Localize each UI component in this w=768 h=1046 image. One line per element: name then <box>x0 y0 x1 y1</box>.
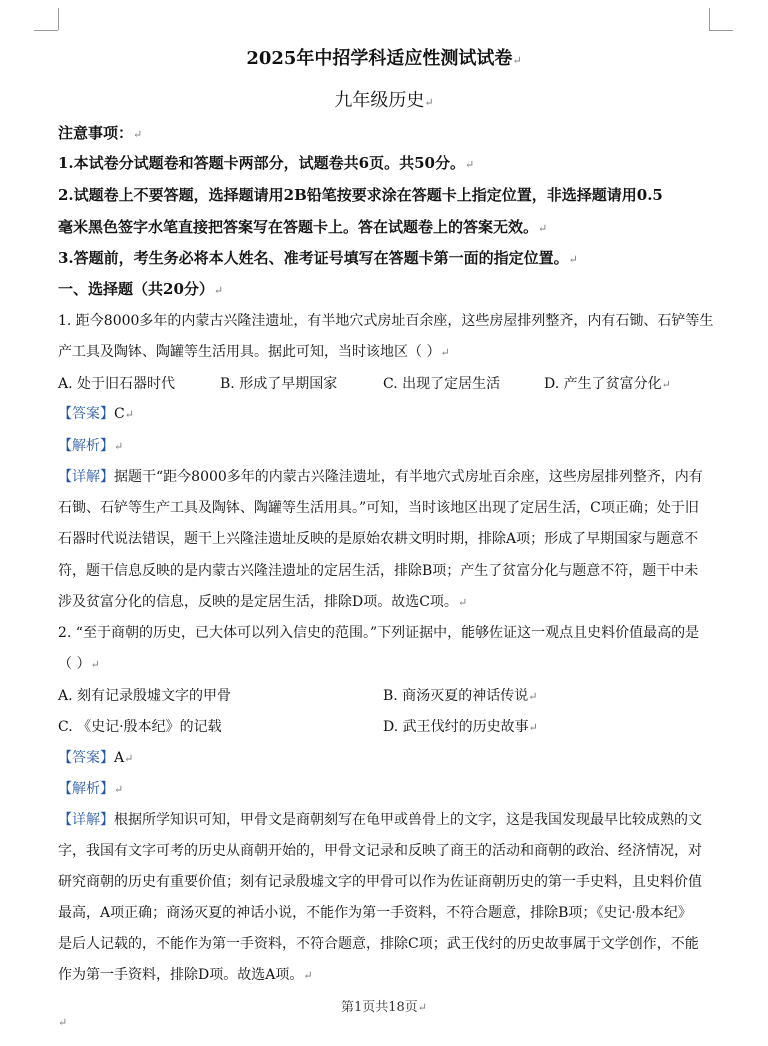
trailing-paragraph-mark: ↵ <box>58 1016 68 1029</box>
q2-stem-line-2: （ ）↵ <box>58 656 100 672</box>
q1-detail-line-4: 符，题干信息反映的是内蒙古兴隆洼遗址的定居生活，排除B项；产生了贫富分化与题意不符，题干中未 <box>58 563 699 579</box>
q2-detail-line-6: 作为第一手资料，排除D项。故选A项。↵ <box>58 967 313 983</box>
crop-mark-tl-h <box>34 30 58 31</box>
exam-subtitle: 九年级历史↵ <box>334 90 434 111</box>
q2-option-c: C. 《史记·殷本纪》的记载 <box>58 719 222 735</box>
q1-detail-line-2: 石锄、石铲等生产工具及陶钵、陶罐等生活用具。”可知，当时该地区出现了定居生活，C项正确；处于旧 <box>58 500 699 516</box>
q1-stem-line-2: 产工具及陶钵、陶罐等生活用具。据此可知，当时该地区（ ）↵ <box>58 344 450 360</box>
q1-option-b: B. 形成了早期国家 <box>220 376 338 392</box>
q2-option-a: A. 刻有记录殷墟文字的甲骨 <box>58 688 232 704</box>
q1-detail-line-5: 涉及贫富分化的信息，反映的是定居生活，排除D项。故选C项。↵ <box>58 594 468 610</box>
answer-tag: 【答案】 <box>58 406 114 422</box>
q2-detail-line-5: 是后人记载的，不能作为第一手资料，不符合题意，排除C项；武王伐纣的历史故事属于文学创作，不能 <box>58 936 699 952</box>
q2-stem-line-1: 2. “至于商朝的历史，已大体可以列入信史的范围。”下列证据中，能够佐证这一观点且史料价值最高的是 <box>58 625 700 641</box>
q2-detail-line-3: 研究商朝的历史有重要价值；刻有记录殷墟文字的甲骨可以作为佐证商朝历史的第一手史料，且史料价值 <box>58 874 702 890</box>
q2-detail-line-2: 字，我国有文字可考的历史从商朝开始的，甲骨文记录和反映了商王的活动和商朝的政治、经济情况，对 <box>58 843 702 859</box>
q2-option-d: D. 武王伐纣的历史故事↵ <box>383 719 538 735</box>
analysis-tag: 【解析】 <box>58 781 114 797</box>
crop-mark-tr-h <box>709 30 733 31</box>
notice-2-cont: 毫米黑色签字水笔直接把答案写在答题卡上。答在试题卷上的答案无效。↵ <box>58 218 548 236</box>
page-footer: 第1页共18页↵ <box>340 1000 428 1015</box>
notice-2: 2.试题卷上不要答题，选择题请用2B铅笔按要求涂在答题卡上指定位置，非选择题请用0.5 <box>58 186 663 204</box>
q1-detail-line-1: 【详解】据题干“距今8000多年的内蒙古兴隆洼遗址，有半地穴式房址百余座，这些房屋排列整齐，内有 <box>58 469 703 485</box>
crop-mark-tl-v <box>58 8 59 30</box>
notice-1: 1.本试卷分试题卷和答题卡两部分，试题卷共6页。共50分。↵ <box>58 154 475 172</box>
q2-option-b: B. 商汤灭夏的神话传说↵ <box>383 688 538 704</box>
detail-tag: 【详解】 <box>58 469 114 485</box>
q1-option-d: D. 产生了贫富分化↵ <box>544 376 671 392</box>
section-heading: 一、选择题（共20分）↵ <box>58 280 224 298</box>
crop-mark-tr-v <box>709 8 710 30</box>
exam-title: 2025年中招学科适应性测试试卷↵ <box>246 48 522 69</box>
q2-detail-line-1: 【详解】根据所学知识可知，甲骨文是商朝刻写在龟甲或兽骨上的文字，这是我国发现最早比较成熟的文 <box>58 812 702 828</box>
q1-option-a: A. 处于旧石器时代 <box>58 376 176 392</box>
analysis-tag: 【解析】 <box>58 438 114 454</box>
q2-analysis: 【解析】↵ <box>58 781 124 797</box>
detail-tag: 【详解】 <box>58 812 114 828</box>
q1-answer: 【答案】C↵ <box>58 406 134 422</box>
q1-analysis: 【解析】↵ <box>58 438 124 454</box>
q1-option-c: C. 出现了定居生活 <box>383 376 501 392</box>
q2-detail-line-4: 最高，A项正确；商汤灭夏的神话小说，不能作为第一手资料，不符合题意，排除B项；《史记·殷本纪》 <box>58 905 692 921</box>
notice-3: 3.答题前，考生务必将本人姓名、准考证号填写在答题卡第一面的指定位置。↵ <box>58 249 578 267</box>
answer-tag: 【答案】 <box>58 750 114 766</box>
q1-stem-line-1: 1. 距今8000多年的内蒙古兴隆洼遗址，有半地穴式房址百余座，这些房屋排列整齐，内有石锄、石铲等生 <box>58 313 714 329</box>
q1-detail-line-3: 石器时代说法错误，题干上兴隆洼遗址反映的是原始农耕文明时期，排除A项；形成了早期国家与题意不 <box>58 531 699 547</box>
q2-answer: 【答案】A↵ <box>58 750 134 766</box>
notice-heading: 注意事项：↵ <box>58 124 143 142</box>
